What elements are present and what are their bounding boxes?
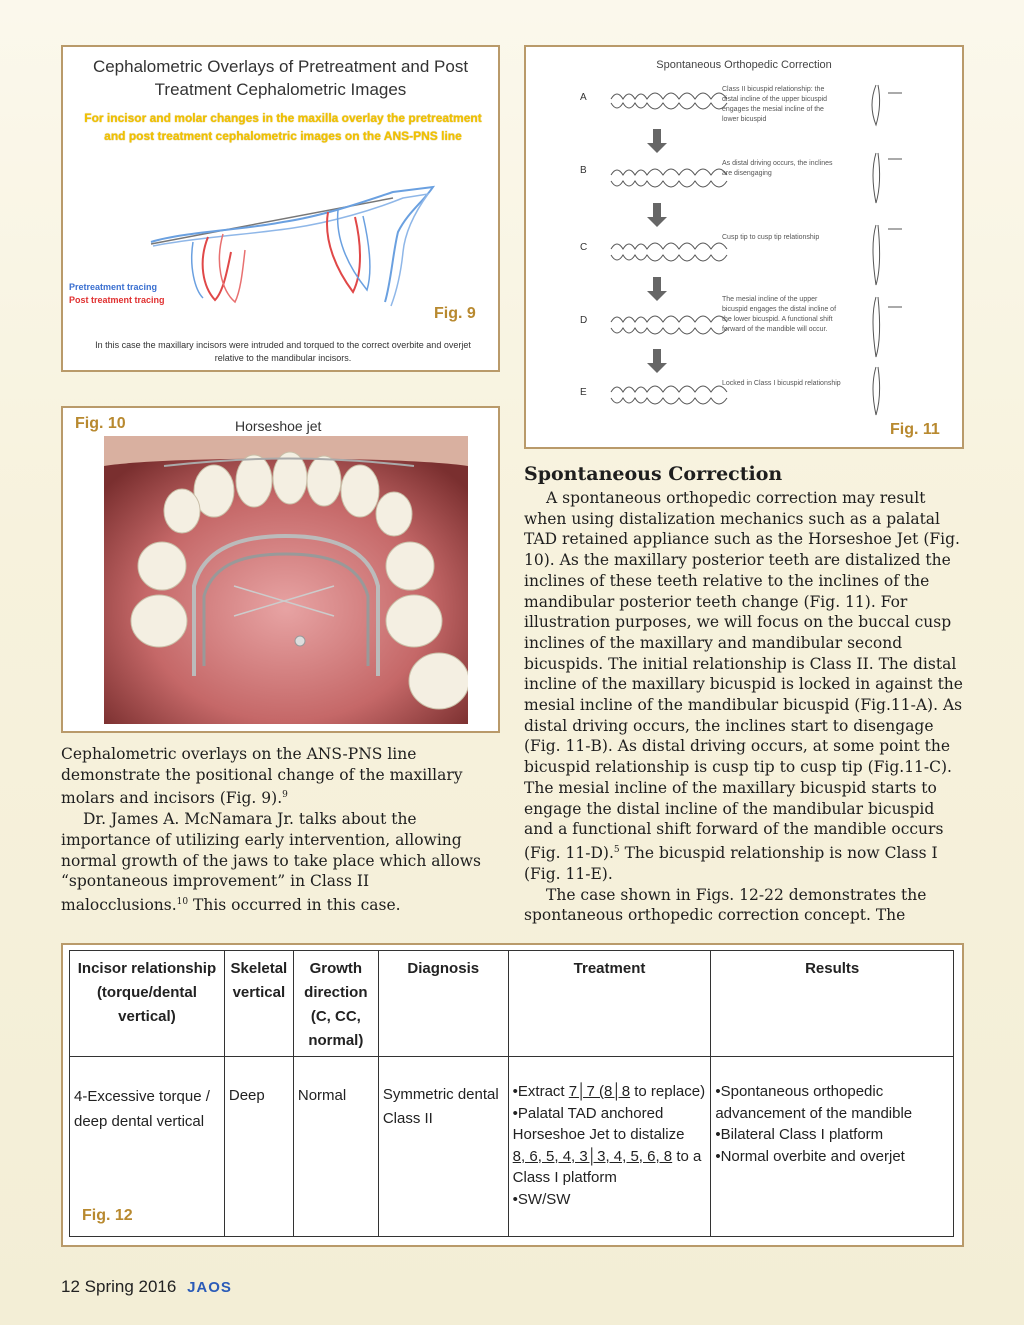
fig11-row-e-letter: E [580, 387, 587, 398]
cell-incisor: 4-Excessive torque / deep dental vertical [70, 1057, 225, 1237]
fig11-row-b-text: As distal driving occurs, the inclines are disengaging [722, 160, 833, 177]
table-header-row [70, 951, 954, 1057]
result-item-2: •Bilateral Class I platform [715, 1126, 884, 1143]
treatment-item-3 [513, 1146, 707, 1189]
fig10-label: Fig. 10 [75, 415, 126, 432]
reference-5: 5 [613, 844, 620, 855]
fig11-row-c-text: Cusp tip to cusp tip relationship [722, 234, 820, 241]
fig11-row-c-letter: C [580, 242, 588, 253]
fig9-title-line2: Treatment Cephalometric Images [154, 80, 407, 99]
reference-9: 9 [282, 790, 288, 801]
fig9-title [63, 55, 498, 101]
right-paragraph-1-text: A spontaneous orthopedic correction may result when using distalization mechanics such as a palatal TAD retained appliance such as the Horseshoe Jet (Fig. 10). As the maxillary posterior teeth are distalized the inclines of these teeth relative to the inclines of the mandibular posterior teeth change (Fig. 11). For illustration purposes, we will focus on the buccal cusp inclines of the maxillary and mandibular second bicuspids. The initial relationship is Class II. The distal incline of the maxillary bicuspid is locked in against the mesial incline of the mandibular bicuspid (Fig.11-A). As distal driving occurs, the inclines start to disengage (Fig. 11-B). As distal driving occurs, at some point the bicuspid relationship is cusp tip to cusp tip (Fig.11-C). The mesial incline of the maxillary bicuspid starts to engage the distal incline of the mandibular bicuspid and a functional shift forward of the mandible occurs (Fig. 11-D). [524, 489, 963, 863]
left-paragraph-1 [61, 744, 491, 809]
treatment-teeth-distalize: 8, 6, 5, 4, 3│3, 4, 5, 6, 8 [512, 1147, 673, 1165]
treatment-table [69, 950, 954, 1237]
result-item-3: •Normal overbite and overjet [715, 1147, 905, 1165]
fig11-title: Spontaneous Orthopedic Correction [656, 59, 832, 71]
fig11-row-d-letter: D [580, 315, 588, 326]
treatment-teeth-extract: 7│7 (8│8 [568, 1083, 631, 1100]
fig11-row-e-text: Locked in Class I bicuspid relationship [722, 380, 841, 387]
cell-treatment [508, 1057, 711, 1237]
right-paragraph-1 [524, 488, 964, 885]
fig9-title-line1: Cephalometric Overlays of Pretreatment and Post [92, 57, 469, 76]
reference-10: 10 [176, 897, 189, 908]
figure-9 [61, 45, 500, 372]
left-paragraph-2-end: This occurred in this case. [188, 896, 401, 915]
issue-date: Spring 2016 [84, 1277, 177, 1296]
right-column-text [524, 462, 964, 926]
treatment-item-3-suffix: to a Class I platform [512, 1147, 702, 1186]
fig11-row-d-text: The mesial incline of the upper bicuspid engages the distal incline of the lower bicuspid. A functional shift forward of the mandible will occur. [722, 296, 837, 333]
header-growth: Growth direction (C, CC, normal) [293, 951, 378, 1057]
left-paragraph-1-text: Cephalometric overlays on the ANS-PNS line demonstrate the positional change of the maxillary molars and incisors (Fig. 9). [61, 745, 463, 808]
page-number: 12 [61, 1277, 80, 1296]
cell-growth: Normal [293, 1057, 378, 1237]
figure-10 [61, 406, 500, 733]
left-paragraph-2-text: Dr. James A. McNamara Jr. talks about the importance of utilizing early intervention, allowing normal growth of the jaws to take place which allows “spontaneous improvement” in Class II malocclusions. [61, 810, 481, 915]
fig12-label: Fig. 12 [82, 1207, 133, 1224]
figure-12-table [61, 943, 964, 1247]
treatment-item-2: •Palatal TAD anchored Horseshoe Jet to distalize [512, 1104, 685, 1143]
result-item-1: •Spontaneous orthopedic advancement of the mandible [715, 1083, 913, 1122]
fig11-label: Fig. 11 [890, 421, 940, 438]
fig9-subtitle: For incisor and molar changes in the maxilla overlay the pretreatment and post treatment cephalometric images on the ANS-PNS line [84, 111, 482, 143]
cell-skeletal: Deep [224, 1057, 293, 1237]
fig11-row-a-text: Class II bicuspid relationship: the distal incline of the upper bicuspid engages the mesial incline of the lower bicuspid [722, 86, 828, 123]
cell-diagnosis: Symmetric dental Class II [378, 1057, 508, 1237]
right-paragraph-2: The case shown in Figs. 12-22 demonstrates the spontaneous orthopedic correction concept. The [524, 885, 927, 925]
fig9-caption: In this case the maxillary incisors were intruded and torqued to the correct overbite and overjet relative to the mandibular incisors. [95, 340, 471, 363]
header-incisor: Incisor relationship (torque/dental vertical) [70, 951, 225, 1057]
page-footer [61, 1277, 232, 1297]
figure-11 [524, 45, 964, 449]
right-paragraph-1-end: The bicuspid relationship is now Class I (Fig. 11-E). [524, 844, 938, 883]
fig9-label: Fig. 9 [434, 305, 476, 322]
cephalometric-overlay-drawing [123, 172, 453, 312]
fig11-row-a-letter: A [580, 92, 587, 103]
left-column-text [61, 744, 491, 916]
treatment-item-4: •SW/SW [512, 1190, 571, 1208]
journal-name: JAOS [187, 1279, 232, 1296]
treatment-item-1 [513, 1081, 707, 1103]
left-paragraph-2 [61, 809, 491, 916]
header-treatment: Treatment [508, 951, 711, 1057]
legend-pretreatment: Pretreatment tracing [69, 282, 158, 292]
table-row [70, 1057, 954, 1237]
header-diagnosis: Diagnosis [378, 951, 508, 1057]
fig11-row-b-letter: B [580, 165, 587, 176]
cell-results [711, 1057, 954, 1237]
intraoral-photo [104, 436, 468, 724]
teeth-diagram [606, 77, 956, 417]
treatment-item-1-suffix: to replace) [630, 1083, 706, 1100]
header-skeletal: Skeletal vertical [224, 951, 293, 1057]
section-heading: Spontaneous Correction [524, 463, 783, 485]
legend-post-treatment: Post treatment tracing [69, 295, 165, 305]
fig10-title: Horseshoe jet [235, 418, 322, 434]
header-results: Results [711, 951, 954, 1057]
treatment-item-1-prefix: •Extract [512, 1083, 569, 1100]
